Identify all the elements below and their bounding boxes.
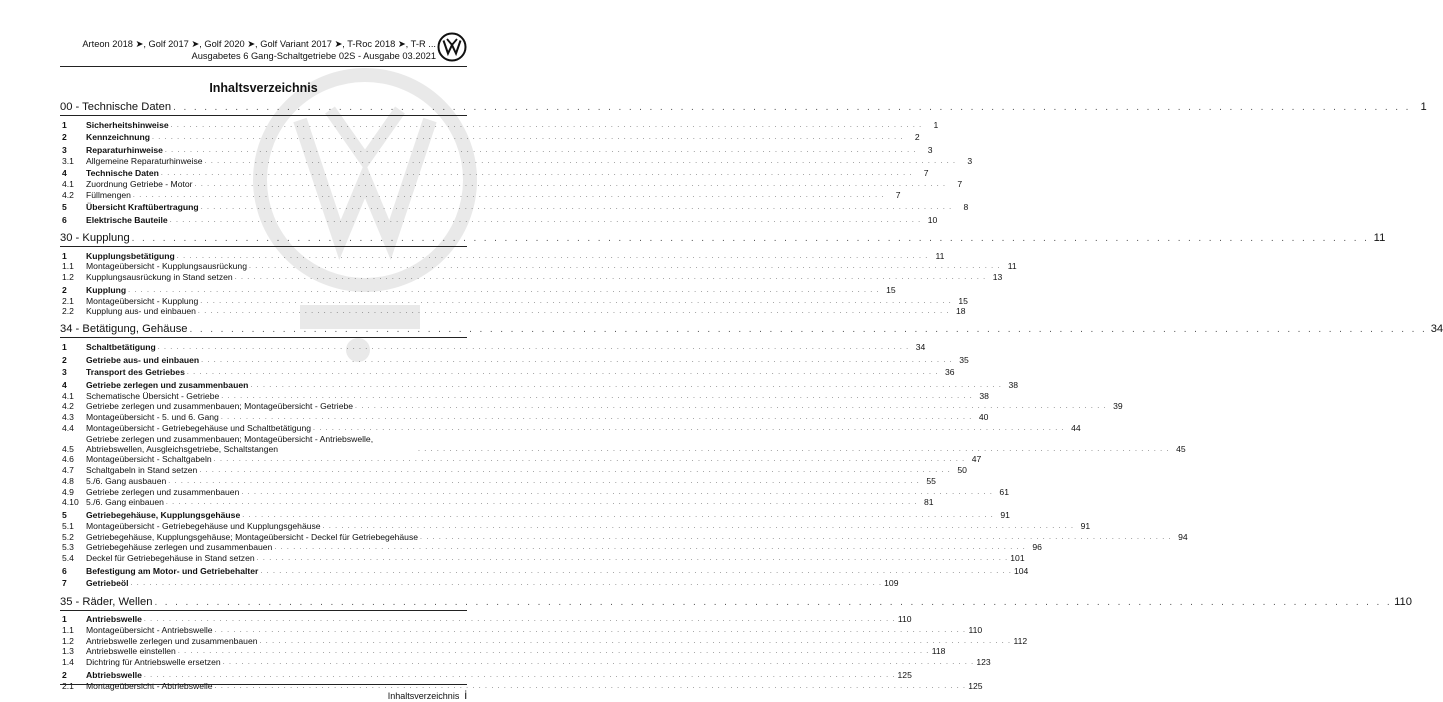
toc-subsection-row[interactable] bbox=[60, 422, 1081, 433]
toc-section-row[interactable] bbox=[60, 119, 939, 130]
toc-leader-dots: . . . . . . . . . . . . . . . . . . . . . . . . . . . . . . . . . . . . . . . . . . . . . . . . . . . . . . . . . . . . . . . . . . . . . . . . . . . . . . . . . . . . . . . . . . . . . . . . . . . . . . . . . . . . . . . . . . . . . . . . bbox=[313, 424, 1065, 432]
toc-leader-dots: . . . . . . . . . . . . . . . . . . . . . . . . . . . . . . . . . . . . . . . . . . . . . . . . . . . . . . . . . . . . . . . . . . . . . . . . . . . . . . . . . . . . . . . . . . . . . . . . . . . . . . . . . . . . . . . . . . . . . . . . bbox=[250, 381, 1002, 389]
toc-page-number: 1 bbox=[1420, 101, 1427, 113]
toc-page-number: 11 bbox=[935, 250, 945, 261]
toc-section-row[interactable] bbox=[60, 379, 1018, 390]
toc-leader-dots: . . . . . . . . . . . . . . . . . . . . . . . . . . . . . . . . . . . . . . . . . . . . . . . . . . . . . . . . . . . . . . . . . . . . . . . . . . . . . . . . . . . . . . . . . . . . . . . . . . . . . . . . . . . . . . . . . . . . . . . . bbox=[259, 637, 1012, 645]
toc-title: Kennzeichnung bbox=[86, 132, 150, 143]
toc-subsection-row[interactable] bbox=[60, 531, 1188, 542]
toc-title: Befestigung am Motor- und Getriebehalter bbox=[86, 565, 259, 576]
toc-subsection-row[interactable] bbox=[60, 486, 1009, 497]
toc-title: Montageübersicht - Antriebswelle bbox=[86, 624, 213, 635]
toc-leader-dots: . . . . . . . . . . . . . . . . . . . . . . . . . . . . . . . . . . . . . . . . . . . . . . . . . . . . . . . . . . . . . . . . . . . . . . . . . . . . . . . . . . . . . . . . . . . . . . . . . . . . . . . . . . . . . . . . . . . . . . . . bbox=[221, 392, 973, 400]
toc-number: 4 bbox=[62, 168, 67, 179]
toc-leader-dots: . . . . . . . . . . . . . . . . . . . . . . . . . . . . . . . . . . . . . . . . . . . . . . . . . . . . . . . . . . . . . . . . . . . . . . . . . . . . . . . . . . . . . . . . . . . . . . . . . . . . . . . . . . . . . . . . . . . . . . . . bbox=[164, 146, 917, 154]
toc-number: 5 bbox=[62, 510, 67, 521]
toc-leader-dots: . . . . . . . . . . . . . . . . . . . . . . . . . . . . . . . . . . . . . . . . . . . . . . . . . . . . . . . . . . . . . . . . . . . . . . . . . . . . . . . . . . . . . . . . . . . . . . . . . . . . . . . . . . . . . . . . . . . . . . . . bbox=[274, 544, 1026, 552]
toc-number: 2 bbox=[62, 284, 67, 295]
toc-title: Schematische Übersicht - Getriebe bbox=[86, 390, 220, 401]
toc-leader-dots: . . . . . . . . . . . . . . . . . . . . . . . . . . . . . . . . . . . . . . . . . . . . . . . . . . . . . . . . . . . . . . . . . . . . . . . . . . . . . . . . . . . . . . . . . . . . . . . . . . . . . . . . . . . . . . . . . . . . . . . . bbox=[222, 659, 975, 667]
toc-number: 3 bbox=[62, 144, 67, 155]
toc-page-number: 7 bbox=[923, 168, 929, 179]
toc-title: 00 - Technische Daten bbox=[60, 101, 172, 113]
toc-title: Getriebe zerlegen und zusammenbauen bbox=[86, 379, 249, 390]
toc-title: Kupplungsausrückung in Stand setzen bbox=[86, 272, 233, 283]
toc-number: 6 bbox=[62, 565, 67, 576]
toc-subsection-row[interactable] bbox=[60, 520, 1091, 531]
toc-subsection-row[interactable] bbox=[60, 635, 1028, 646]
vw-logo-icon bbox=[437, 32, 467, 62]
toc-page-number: 125 bbox=[968, 680, 983, 691]
toc-section-row[interactable] bbox=[60, 144, 933, 155]
toc-page-number: 125 bbox=[897, 669, 912, 680]
header-models-line: Arteon 2018 ➤, Golf 2017 ➤, Golf 2020 ➤, Golf Variant 2017 ➤, T-Roc 2018 ➤, T-R ... bbox=[82, 39, 436, 49]
toc-section-row[interactable] bbox=[60, 565, 1029, 576]
toc-leader-dots: . . . . . . . . . . . . . . . . . . . . . . . . . . . . . . . . . . . . . . . . . . . . . . . . . . . . . . . . . . . . . . . . . . . . . . . . . . . . . . . . . . . . . . . . . . . . . . . . . . . . . . . . . . . . . . . . . . . . . . . . bbox=[420, 533, 1172, 541]
toc-title: Getriebegehäuse zerlegen und zusammenbauen bbox=[86, 542, 273, 553]
toc-chapter-row[interactable] bbox=[60, 100, 1427, 114]
toc-page-number: 55 bbox=[926, 475, 936, 486]
toc-number: 2 bbox=[62, 132, 67, 143]
footer-page-number: i bbox=[464, 688, 467, 702]
toc-page-number: 96 bbox=[1032, 542, 1042, 553]
toc-page-number: 13 bbox=[992, 272, 1003, 283]
toc-page-number: 1 bbox=[933, 119, 939, 130]
toc-leader-dots: . . . . . . . . . . . . . . . . . . . . . . . . . . . . . . . . . . . . . . . . . . . . . . . . . . . . . . . . . . . . . . . . . . . . . . . . . . . . . . . . . . . . . . . . . . . . . . . . . . . . . . . . . . . . . . . . . . . . . . . . bbox=[132, 191, 885, 199]
toc-leader-dots: . . . . . . . . . . . . . . . . . . . . . . . . . . . . . . . . . . . . . . . . . . . . . . . . . . . . . . . . . . . . . . . . . . . . . . . . . . . . . . . . . . . . . . . . . . . . . . . . . . . . . . . . . . . . . . . . . . . . . . . . bbox=[355, 403, 1107, 411]
toc-number: 4.4 bbox=[62, 422, 74, 433]
toc-page-number: 10 bbox=[927, 214, 938, 225]
toc-page-number: 91 bbox=[1080, 520, 1091, 531]
toc-subsection-row[interactable] bbox=[60, 295, 968, 306]
toc-number: 4.10 bbox=[62, 497, 79, 508]
chapter-underline bbox=[60, 337, 467, 338]
toc-leader-dots: . . . . . . . . . . . . . . . . . . . . . . . . . . . . . . . . . . . . . . . . . . . . . . . . . . . . . . . . . . . . . . . . . . . . . . . . . . . . . . . . . . . . . . . . . . . . . . . . . . . . . . . . . . . . . . . . . . . . . . . . bbox=[418, 445, 1170, 453]
chapter-underline bbox=[60, 610, 467, 611]
toc-leader-dots: . . . . . . . . . . . . . . . . . . . . . . . . . . . . . . . . . . . . . . . . . . . . . . . . . . . . . . . . . . . . . . . . . . . . . . . . . . . . . . . . . . . . . . . . . . . . . . . . . . . . . . . . . . . . . . . . . . . . . . . . bbox=[220, 414, 973, 422]
toc-page-number: 104 bbox=[1014, 565, 1029, 576]
toc-number: 1.1 bbox=[62, 261, 74, 272]
toc-number: 1.2 bbox=[62, 272, 74, 283]
toc-page-number: 7 bbox=[895, 189, 901, 200]
toc-leader-dots: . . . . . . . . . . . . . . . . . . . . . . . . . . . . . . . . . . . . . . . . . . . . . . . . . . . . . . . . . . . . . . . . . . . . . . . . . . . . . . . . . . . . . . . . . . . . . . . . . . . . . . . . . . . . . . . . . . . . . . . . bbox=[234, 274, 987, 282]
toc-leader-dots: . . . . . . . . . . . . . . . . . . . . . . . . . . . . . . . . . . . . . . . . . . . . . . . . . . . . . . . . . . . . . . . . . . . . . . . . . . . . . . . . . . . . . . . . . . . . . . . . . . . . . . . . . . . . . . . . . . . . . . . . bbox=[204, 157, 957, 165]
toc-subsection-row[interactable] bbox=[60, 155, 973, 166]
toc-leader-dots: . . . . . . . . . . . . . . . . . . . . . . . . . . . . . . . . . . . . . . . . . . . . . . . . . . . . . . . . . . . . . . . . . . . . . . . . . . . . . . . . . . . . . . . . . . . . . . . . . . . . . . . . . . . . . . . . . . . . . . . . bbox=[189, 324, 1428, 336]
toc-title: Montageübersicht - Kupplung bbox=[86, 295, 199, 306]
toc-number: 5 bbox=[62, 202, 67, 213]
toc-number: 3 bbox=[62, 367, 67, 378]
toc-title: Reparaturhinweise bbox=[86, 144, 163, 155]
toc-number: 3.1 bbox=[62, 155, 74, 166]
toc-subsection-row[interactable] bbox=[60, 624, 983, 635]
toc-number: 2.2 bbox=[62, 306, 74, 317]
toc-number: 2 bbox=[62, 354, 67, 365]
toc-title: Montageübersicht - Abtriebswelle bbox=[86, 680, 213, 691]
footer-label: Inhaltsverzeichnis bbox=[387, 691, 460, 701]
toc-page-number: 34 bbox=[1430, 323, 1443, 336]
toc-title: Antriebswelle bbox=[86, 614, 142, 625]
toc-page-number: 36 bbox=[944, 367, 955, 378]
toc-title: Getriebe zerlegen und zusammenbauen bbox=[86, 486, 240, 497]
toc-page-number: 44 bbox=[1071, 422, 1081, 433]
toc-leader-dots: . . . . . . . . . . . . . . . . . . . . . . . . . . . . . . . . . . . . . . . . . . . . . . . . . . . . . . . . . . . . . . . . . . . . . . . . . . . . . . . . . . . . . . . . . . . . . . . . . . . . . . . . . . . . . . . . . . . . . . . . bbox=[199, 467, 951, 475]
toc-subsection-row[interactable] bbox=[60, 454, 982, 465]
toc-number: 4.2 bbox=[62, 189, 74, 200]
toc-leader-dots: . . . . . . . . . . . . . . . . . . . . . . . . . . . . . . . . . . . . . . . . . . . . . . . . . . . . . . . . . . . . . . . . . . . . . . . . . . . . . . . . . . . . . . . . . . . . . . . . . . . . . . . . . . . . . . . . . . . . . . . . bbox=[168, 477, 920, 485]
toc-title: Zuordnung Getriebe - Motor bbox=[86, 178, 193, 189]
toc-subsection-row[interactable] bbox=[60, 261, 1017, 272]
toc-number: 1 bbox=[62, 119, 67, 130]
document-header bbox=[60, 38, 436, 62]
toc-page-number: 18 bbox=[955, 306, 966, 317]
toc-leader-dots: . . . . . . . . . . . . . . . . . . . . . . . . . . . . . . . . . . . . . . . . . . . . . . . . . . . . . . . . . . . . . . . . . . . . . . . . . . . . . . . . . . . . . . . . . . . . . . . . . . . . . . . . . . . . . . . . . . . . . . . . bbox=[214, 626, 967, 634]
toc-leader-dots: . . . . . . . . . . . . . . . . . . . . . . . . . . . . . . . . . . . . . . . . . . . . . . . . . . . . . . . . . . . . . . . . . . . . . . . . . . . . . . . . . . . . . . . . . . . . . . . . . . . . . . . . . . . . . . . . . . . . . . . . bbox=[160, 170, 913, 178]
toc-number: 4.1 bbox=[62, 178, 74, 189]
toc-title: Montageübersicht - 5. und 6. Gang bbox=[86, 412, 219, 423]
toc-section-row[interactable] bbox=[60, 131, 920, 143]
toc-number: 4.5 bbox=[62, 443, 74, 454]
toc-leader-dots: . . . . . . . . . . . . . . . . . . . . . . . . . . . . . . . . . . . . . . . . . . . . . . . . . . . . . . . . . . . . . . . . . . . . . . . . . . . . . . . . . . . . . . . . . . . . . . . . . . . . . . . . . . . . . . . . . . . . . . . . bbox=[186, 369, 939, 377]
toc-page-number: 7 bbox=[957, 178, 963, 189]
toc-leader-dots: . . . . . . . . . . . . . . . . . . . . . . . . . . . . . . . . . . . . . . . . . . . . . . . . . . . . . . . . . . . . . . . . . . . . . . . . . . . . . . . . . . . . . . . . . . . . . . . . . . . . . . . . . . . . . . . . . . . . . . . . bbox=[170, 121, 923, 129]
toc-title: Übersicht Kraftübertragung bbox=[86, 202, 199, 213]
toc-page-number: 40 bbox=[978, 412, 989, 423]
toc-leader-dots: . . . . . . . . . . . . . . . . . . . . . . . . . . . . . . . . . . . . . . . . . . . . . . . . . . . . . . . . . . . . . . . . . . . . . . . . . . . . . . . . . . . . . . . . . . . . . . . . . . . . . . . . . . . . . . . . . . . . . . . . bbox=[194, 180, 947, 188]
toc-leader-dots: . . . . . . . . . . . . . . . . . . . . . . . . . . . . . . . . . . . . . . . . . . . . . . . . . . . . . . . . . . . . . . . . . . . . . . . . . . . . . . . . . . . . . . . . . . . . . . . . . . . . . . . . . . . . . . . . . . . . . . . . bbox=[176, 252, 929, 260]
toc-page-number: 81 bbox=[923, 497, 934, 508]
toc-page-number: 15 bbox=[958, 295, 968, 306]
toc-number: 4.9 bbox=[62, 486, 74, 497]
page-title: Inhaltsverzeichnis bbox=[209, 81, 318, 95]
toc-section-row[interactable] bbox=[60, 578, 899, 589]
toc-title: Antriebswelle einstellen bbox=[86, 646, 176, 657]
toc-number: 2.1 bbox=[62, 295, 74, 306]
toc-leader-dots: . . . . . . . . . . . . . . . . . . . . . . . . . . . . . . . . . . . . . . . . . . . . . . . . . . . . . . . . . . . . . . . . . . . . . . . . . . . . . . . . . . . . . . . . . . . . . . . . . . . . . . . . . . . . . . . . . . . . . . . . bbox=[143, 616, 896, 624]
chapter-underline bbox=[60, 115, 467, 116]
toc-title: Allgemeine Reparaturhinweise bbox=[86, 155, 203, 166]
toc-chapter-row[interactable] bbox=[60, 595, 1412, 609]
toc-page-number: 3 bbox=[927, 144, 933, 155]
toc-title: Abtriebswelle bbox=[86, 669, 142, 680]
toc-subsection-row[interactable] bbox=[60, 646, 946, 657]
toc-number: 5.1 bbox=[62, 520, 74, 531]
toc-section-row[interactable] bbox=[60, 613, 912, 625]
toc-page-number: 118 bbox=[931, 646, 946, 657]
toc-number: 4.3 bbox=[62, 412, 74, 423]
toc-title: Sicherheitshinweise bbox=[86, 119, 169, 130]
toc-number: 5.4 bbox=[62, 553, 74, 564]
toc-number: 1.2 bbox=[62, 635, 74, 646]
toc-section-row[interactable] bbox=[60, 284, 896, 295]
toc-chapter-row[interactable] bbox=[60, 231, 1386, 245]
toc-title: Kupplung bbox=[86, 284, 127, 295]
toc-page-number: 2 bbox=[914, 132, 920, 143]
toc-page-number: 15 bbox=[886, 284, 896, 295]
toc-page-number: 3 bbox=[967, 155, 973, 166]
toc-leader-dots: . . . . . . . . . . . . . . . . . . . . . . . . . . . . . . . . . . . . . . . . . . . . . . . . . . . . . . . . . . . . . . . . . . . . . . . . . . . . . . . . . . . . . . . . . . . . . . . . . . . . . . . . . . . . . . . . . . . . . . . . bbox=[169, 216, 922, 224]
toc-number: 4.1 bbox=[62, 390, 74, 401]
toc-title: 35 - Räder, Wellen bbox=[60, 595, 153, 608]
header-rule bbox=[60, 66, 467, 67]
toc-subsection-row[interactable] bbox=[60, 189, 901, 200]
toc-number: 5.2 bbox=[62, 531, 74, 542]
toc-leader-dots: . . . . . . . . . . . . . . . . . . . . . . . . . . . . . . . . . . . . . . . . . . . . . . . . . . . . . . . . . . . . . . . . . . . . . . . . . . . . . . . . . . . . . . . . . . . . . . . . . . . . . . . . . . . . . . . . . . . . . . . . bbox=[256, 555, 1009, 563]
toc-number: 6 bbox=[62, 214, 67, 225]
toc-leader-dots: . . . . . . . . . . . . . . . . . . . . . . . . . . . . . . . . . . . . . . . . . . . . . . . . . . . . . . . . . . . . . . . . . . . . . . . . . . . . . . . . . . . . . . . . . . . . . . . . . . . . . . . . . . . . . . . . . . . . . . . . bbox=[151, 134, 904, 142]
toc-title: Kupplung aus- und einbauen bbox=[86, 306, 196, 317]
toc-number: 2.1 bbox=[62, 680, 74, 691]
toc-number: 1 bbox=[62, 250, 67, 261]
toc-section-row[interactable] bbox=[60, 354, 969, 365]
toc-leader-dots: . . . . . . . . . . . . . . . . . . . . . . . . . . . . . . . . . . . . . . . . . . . . . . . . . . . . . . . . . . . . . . . . . . . . . . . . . . . . . . . . . . . . . . . . . . . . . . . . . . . . . . . . . . . . . . . . . . . . . . . . bbox=[173, 102, 1411, 113]
toc-title: Montageübersicht - Getriebegehäuse und Schaltbetätigung bbox=[86, 422, 312, 433]
toc-page-number: 11 bbox=[1007, 261, 1017, 272]
toc-page-number: 35 bbox=[959, 354, 969, 365]
toc-title: 5./6. Gang einbauen bbox=[86, 497, 164, 508]
toc-section-row[interactable] bbox=[60, 214, 938, 225]
toc-title: Getriebe aus- und einbauen bbox=[86, 354, 200, 365]
toc-page-number: 8 bbox=[963, 202, 969, 213]
toc-title: Antriebswelle zerlegen und zusammenbauen bbox=[86, 635, 258, 646]
page-footer bbox=[360, 688, 467, 702]
toc-subsection-row[interactable] bbox=[60, 306, 966, 317]
toc-subsection-row[interactable] bbox=[60, 178, 963, 189]
toc-leader-dots: . . . . . . . . . . . . . . . . . . . . . . . . . . . . . . . . . . . . . . . . . . . . . . . . . . . . . . . . . . . . . . . . . . . . . . . . . . . . . . . . . . . . . . . . . . . . . . . . . . . . . . . . . . . . . . . . . . . . . . . . bbox=[128, 286, 880, 294]
toc-page-number: 101 bbox=[1010, 553, 1025, 564]
toc-subsection-row[interactable] bbox=[60, 401, 1123, 412]
toc-title: Getriebe zerlegen und zusammenbauen; Montageübersicht - Antriebswelle, Abtriebswellen, Ausgleichsgetriebe, Schaltstangen bbox=[86, 433, 374, 454]
toc-title: Kupplungsbetätigung bbox=[86, 250, 175, 261]
toc-section-row[interactable] bbox=[60, 167, 929, 179]
toc-page-number: 50 bbox=[957, 465, 967, 476]
toc-leader-dots: . . . . . . . . . . . . . . . . . . . . . . . . . . . . . . . . . . . . . . . . . . . . . . . . . . . . . . . . . . . . . . . . . . . . . . . . . . . . . . . . . . . . . . . . . . . . . . . . . . . . . . . . . . . . . . . . . . . . . . . . bbox=[130, 580, 883, 588]
toc-title: Montageübersicht - Getriebegehäuse und Kupplungsgehäuse bbox=[86, 520, 321, 531]
toc-leader-dots: . . . . . . . . . . . . . . . . . . . . . . . . . . . . . . . . . . . . . . . . . . . . . . . . . . . . . . . . . . . . . . . . . . . . . . . . . . . . . . . . . . . . . . . . . . . . . . . . . . . . . . . . . . . . . . . . . . . . . . . . bbox=[214, 682, 967, 690]
toc-number: 4.8 bbox=[62, 475, 74, 486]
toc-title: Montageübersicht - Kupplungsausrückung bbox=[86, 261, 247, 272]
toc-title: Füllmengen bbox=[86, 189, 131, 200]
toc-number: 1.3 bbox=[62, 646, 74, 657]
toc-subsection-row[interactable] bbox=[60, 390, 989, 401]
toc-subsection-row[interactable] bbox=[60, 475, 936, 486]
toc-leader-dots: . . . . . . . . . . . . . . . . . . . . . . . . . . . . . . . . . . . . . . . . . . . . . . . . . . . . . . . . . . . . . . . . . . . . . . . . . . . . . . . . . . . . . . . . . . . . . . . . . . . . . . . . . . . . . . . . . . . . . . . . bbox=[260, 567, 1012, 575]
toc-page-number: 38 bbox=[1008, 379, 1018, 390]
toc-subsection-row[interactable] bbox=[60, 411, 989, 423]
toc-page-number: 109 bbox=[884, 578, 899, 589]
toc-section-row[interactable] bbox=[60, 341, 926, 352]
toc-title: Schaltbetätigung bbox=[86, 341, 156, 352]
toc-page-number: 45 bbox=[1176, 443, 1186, 454]
toc-title: 30 - Kupplung bbox=[60, 232, 130, 244]
toc-leader-dots: . . . . . . . . . . . . . . . . . . . . . . . . . . . . . . . . . . . . . . . . . . . . . . . . . . . . . . . . . . . . . . . . . . . . . . . . . . . . . . . . . . . . . . . . . . . . . . . . . . . . . . . . . . . . . . . . . . . . . . . . bbox=[241, 488, 993, 496]
toc-subsection-row[interactable] bbox=[60, 271, 1003, 283]
toc-page-number: 110 bbox=[968, 624, 983, 635]
toc-number: 4.7 bbox=[62, 465, 74, 476]
toc-title: 5./6. Gang ausbauen bbox=[86, 475, 167, 486]
toc-page-number: 11 bbox=[1373, 232, 1386, 244]
toc-leader-dots: . . . . . . . . . . . . . . . . . . . . . . . . . . . . . . . . . . . . . . . . . . . . . . . . . . . . . . . . . . . . . . . . . . . . . . . . . . . . . . . . . . . . . . . . . . . . . . . . . . . . . . . . . . . . . . . . . . . . . . . . bbox=[213, 456, 966, 464]
toc-section-row[interactable] bbox=[60, 202, 969, 213]
toc-leader-dots: . . . . . . . . . . . . . . . . . . . . . . . . . . . . . . . . . . . . . . . . . . . . . . . . . . . . . . . . . . . . . . . . . . . . . . . . . . . . . . . . . . . . . . . . . . . . . . . . . . . . . . . . . . . . . . . . . . . . . . . . bbox=[154, 596, 1393, 608]
toc-leader-dots: . . . . . . . . . . . . . . . . . . . . . . . . . . . . . . . . . . . . . . . . . . . . . . . . . . . . . . . . . . . . . . . . . . . . . . . . . . . . . . . . . . . . . . . . . . . . . . . . . . . . . . . . . . . . . . . . . . . . . . . . bbox=[249, 263, 1001, 271]
toc-number: 1 bbox=[62, 341, 67, 352]
toc-title: Getriebeöl bbox=[86, 578, 129, 589]
toc-title: Getriebegehäuse, Kupplungsgehäuse bbox=[86, 510, 241, 521]
toc-title: Getriebe zerlegen und zusammenbauen; Montageübersicht - Getriebe bbox=[86, 401, 354, 412]
toc-subsection-row[interactable] bbox=[60, 464, 967, 476]
toc-leader-dots: . . . . . . . . . . . . . . . . . . . . . . . . . . . . . . . . . . . . . . . . . . . . . . . . . . . . . . . . . . . . . . . . . . . . . . . . . . . . . . . . . . . . . . . . . . . . . . . . . . . . . . . . . . . . . . . . . . . . . . . . bbox=[131, 233, 1370, 244]
toc-section-row[interactable] bbox=[60, 509, 1010, 521]
toc-page-number: 110 bbox=[1394, 595, 1412, 608]
toc-title: Technische Daten bbox=[86, 168, 159, 179]
toc-leader-dots: . . . . . . . . . . . . . . . . . . . . . . . . . . . . . . . . . . . . . . . . . . . . . . . . . . . . . . . . . . . . . . . . . . . . . . . . . . . . . . . . . . . . . . . . . . . . . . . . . . . . . . . . . . . . . . . . . . . . . . . . bbox=[201, 356, 953, 364]
toc-page-number: 39 bbox=[1113, 401, 1123, 412]
toc-leader-dots: . . . . . . . . . . . . . . . . . . . . . . . . . . . . . . . . . . . . . . . . . . . . . . . . . . . . . . . . . . . . . . . . . . . . . . . . . . . . . . . . . . . . . . . . . . . . . . . . . . . . . . . . . . . . . . . . . . . . . . . . bbox=[177, 648, 930, 656]
toc-leader-dots: . . . . . . . . . . . . . . . . . . . . . . . . . . . . . . . . . . . . . . . . . . . . . . . . . . . . . . . . . . . . . . . . . . . . . . . . . . . . . . . . . . . . . . . . . . . . . . . . . . . . . . . . . . . . . . . . . . . . . . . . bbox=[322, 522, 1075, 530]
toc-title: Dichtring für Antriebswelle ersetzen bbox=[86, 657, 221, 668]
toc-page-number: 94 bbox=[1178, 531, 1188, 542]
toc-page-number: 38 bbox=[979, 390, 989, 401]
toc-number: 4 bbox=[62, 379, 67, 390]
toc-leader-dots: . . . . . . . . . . . . . . . . . . . . . . . . . . . . . . . . . . . . . . . . . . . . . . . . . . . . . . . . . . . . . . . . . . . . . . . . . . . . . . . . . . . . . . . . . . . . . . . . . . . . . . . . . . . . . . . . . . . . . . . . bbox=[197, 308, 950, 316]
toc-title: 34 - Betätigung, Gehäuse bbox=[60, 323, 188, 336]
toc-section-row[interactable] bbox=[60, 669, 912, 680]
toc-page-number: 34 bbox=[915, 341, 926, 352]
toc-leader-dots: . . . . . . . . . . . . . . . . . . . . . . . . . . . . . . . . . . . . . . . . . . . . . . . . . . . . . . . . . . . . . . . . . . . . . . . . . . . . . . . . . . . . . . . . . . . . . . . . . . . . . . . . . . . . . . . . . . . . . . . . bbox=[157, 343, 910, 351]
toc-section-row[interactable] bbox=[60, 250, 945, 261]
toc-leader-dots: . . . . . . . . . . . . . . . . . . . . . . . . . . . . . . . . . . . . . . . . . . . . . . . . . . . . . . . . . . . . . . . . . . . . . . . . . . . . . . . . . . . . . . . . . . . . . . . . . . . . . . . . . . . . . . . . . . . . . . . . bbox=[242, 512, 994, 520]
toc-number: 4.6 bbox=[62, 454, 74, 465]
toc-number: 2 bbox=[62, 669, 67, 680]
toc-title: Montageübersicht - Schaltgabeln bbox=[86, 454, 212, 465]
toc-title: Schaltgabeln in Stand setzen bbox=[86, 465, 198, 476]
toc-leader-dots: . . . . . . . . . . . . . . . . . . . . . . . . . . . . . . . . . . . . . . . . . . . . . . . . . . . . . . . . . . . . . . . . . . . . . . . . . . . . . . . . . . . . . . . . . . . . . . . . . . . . . . . . . . . . . . . . . . . . . . . . bbox=[143, 671, 896, 679]
toc-leader-dots: . . . . . . . . . . . . . . . . . . . . . . . . . . . . . . . . . . . . . . . . . . . . . . . . . . . . . . . . . . . . . . . . . . . . . . . . . . . . . . . . . . . . . . . . . . . . . . . . . . . . . . . . . . . . . . . . . . . . . . . . bbox=[200, 204, 953, 212]
toc-page-number: 112 bbox=[1013, 635, 1028, 646]
toc-number: 5.3 bbox=[62, 542, 74, 553]
toc-page-number: 110 bbox=[897, 614, 912, 625]
toc-subsection-row[interactable] bbox=[60, 657, 991, 668]
toc-subsection-row[interactable] bbox=[60, 433, 1186, 454]
footer-rule bbox=[60, 684, 467, 685]
toc-number: 1 bbox=[62, 614, 67, 625]
toc-page-number: 61 bbox=[999, 486, 1009, 497]
toc-chapter-row[interactable] bbox=[60, 322, 1443, 336]
toc-section-row[interactable] bbox=[60, 366, 955, 378]
toc-page-number: 47 bbox=[971, 454, 982, 465]
toc-title: Transport des Getriebes bbox=[86, 367, 185, 378]
toc-title: Deckel für Getriebegehäuse in Stand setzen bbox=[86, 553, 255, 564]
toc-page-number: 123 bbox=[976, 657, 991, 668]
toc-subsection-row[interactable] bbox=[60, 497, 934, 508]
toc-number: 7 bbox=[62, 578, 67, 589]
toc-title: Elektrische Bauteile bbox=[86, 214, 168, 225]
toc-leader-dots: . . . . . . . . . . . . . . . . . . . . . . . . . . . . . . . . . . . . . . . . . . . . . . . . . . . . . . . . . . . . . . . . . . . . . . . . . . . . . . . . . . . . . . . . . . . . . . . . . . . . . . . . . . . . . . . . . . . . . . . . bbox=[165, 499, 918, 507]
header-edition-line: Ausgabetes 6 Gang-Schaltgetriebe 02S - Ausgabe 03.2021 bbox=[191, 51, 436, 61]
toc-page-number: 91 bbox=[1000, 510, 1010, 521]
chapter-underline bbox=[60, 246, 467, 247]
toc-subsection-row[interactable] bbox=[60, 553, 1025, 564]
toc-number: 1.4 bbox=[62, 657, 74, 668]
toc-subsection-row[interactable] bbox=[60, 542, 1042, 553]
toc-leader-dots: . . . . . . . . . . . . . . . . . . . . . . . . . . . . . . . . . . . . . . . . . . . . . . . . . . . . . . . . . . . . . . . . . . . . . . . . . . . . . . . . . . . . . . . . . . . . . . . . . . . . . . . . . . . . . . . . . . . . . . . . bbox=[200, 297, 952, 305]
toc-number: 1.1 bbox=[62, 624, 74, 635]
toc-title: Getriebegehäuse, Kupplungsgehäuse; Montageübersicht - Deckel für Getriebegehäuse bbox=[86, 531, 419, 542]
toc-number: 4.2 bbox=[62, 401, 74, 412]
